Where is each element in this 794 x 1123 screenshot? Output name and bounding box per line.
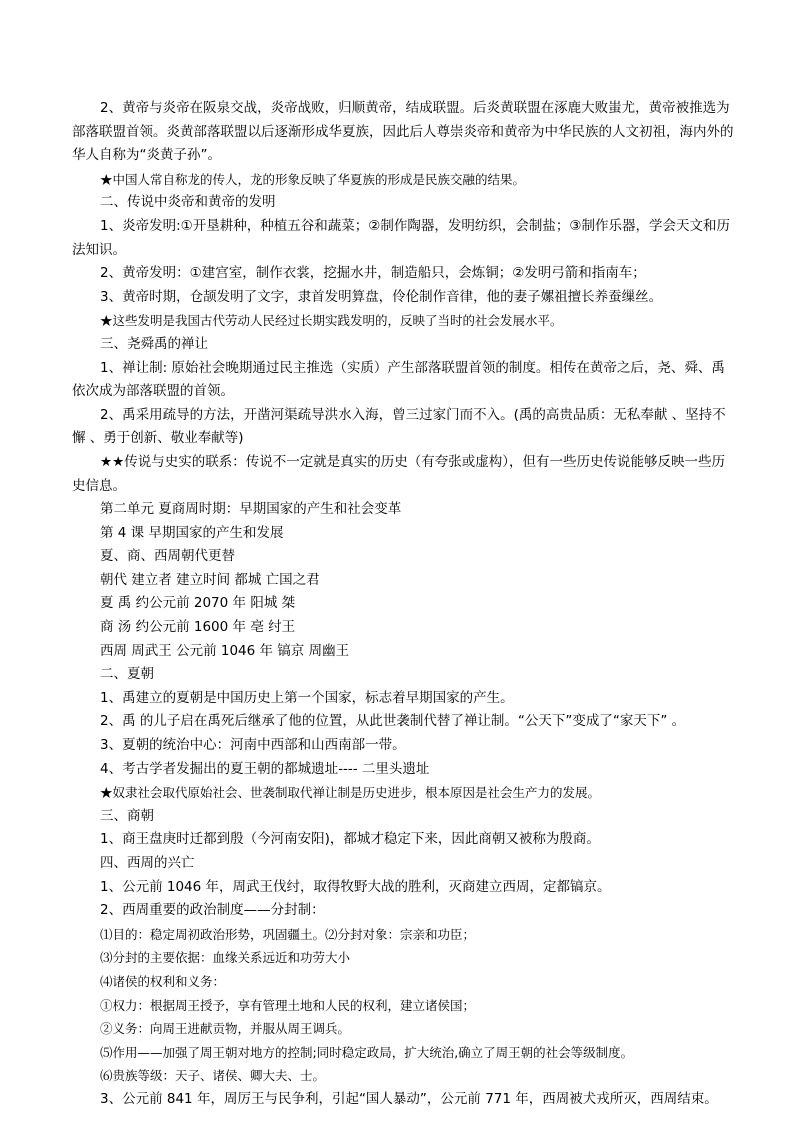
section-heading: 二、夏朝 <box>100 666 154 683</box>
paragraph: 2、禹采用疏导的方法，开凿河渠疏导洪水入海，曾三过家门而不入。(禹的高贵品质：无私奉献 、坚持不懈 、勇于创新、敬业奉献等) <box>72 406 726 447</box>
lesson-heading: 第 4 课 早期国家的产生和发展 <box>100 524 284 541</box>
paragraph: 2、禹 的儿子启在禹死后继承了他的位置，从此世袭制代替了禅让制。“公天下”变成了“家天下” 。 <box>100 713 686 730</box>
list-item: ①权力：根据周王授予，享有管理土地和人民的权利，建立诸侯国； <box>100 997 476 1013</box>
section-heading: 二、传说中炎帝和黄帝的发明 <box>100 194 276 211</box>
paragraph: 1、炎帝发明:①开垦耕种，种植五谷和蔬菜；②制作陶器，发明纺织，会制盐；③制作乐器，学会天文和历法知识。 <box>72 217 730 258</box>
dynasty-table-row: 西周 周武王 公元前 1046 年 镐京 周幽王 <box>100 642 350 659</box>
paragraph: 3、黄帝时期，仓颉发明了文字，隶首发明算盘，伶伦制作音律，他的妻子嫘祖擅长养蚕缫丝。 <box>100 288 663 305</box>
subsection-heading: 夏、商、西周朝代更替 <box>100 548 235 565</box>
paragraph: 2、黄帝发明：①建宫室，制作衣裳，挖掘水井，制造船只，会炼铜；②发明弓箭和指南车； <box>100 265 646 282</box>
paragraph: 1、禅让制: 原始社会晚期通过民主推选（实质）产生部落联盟首领的制度。相传在黄帝之后，尧、舜、禹依次成为部落联盟的首领。 <box>72 359 725 400</box>
paragraph: 1、商王盘庚时迁都到殷（今河南安阳)，都城才稳定下来，因此商朝又被称为殷商。 <box>100 831 600 848</box>
key-point-note: ★中国人常自称龙的传人，龙的形象反映了华夏族的形成是民族交融的结果。 <box>100 171 526 187</box>
dynasty-table-row: 商 汤 约公元前 1600 年 亳 纣王 <box>100 619 296 636</box>
list-item: ⑴目的：稳定周初政治形势，巩固疆土。⑵分封对象：宗亲和功臣； <box>100 926 476 942</box>
document-body <box>72 97 734 1112</box>
section-heading: 四、西周的兴亡 <box>100 855 195 871</box>
section-heading: 三、商朝 <box>100 807 154 824</box>
section-heading: 三、尧舜禹的禅让 <box>100 335 208 352</box>
paragraph: 3、夏朝的统治中心：河南中西部和山西南部一带。 <box>100 737 406 754</box>
paragraph: 2、西周重要的政治制度——分封制： <box>100 902 325 919</box>
paragraph: 1、禹建立的夏朝是中国历史上第一个国家，标志着早期国家的产生。 <box>100 689 514 706</box>
paragraph: 2、黄帝与炎帝在阪泉交战，炎帝战败，归顺黄帝，结成联盟。后炎黄联盟在涿鹿大败蚩尤，黄帝被推选为部落联盟首领。炎黄部落联盟以后逐渐形成华夏族，因此后人尊崇炎帝和黄帝为中华民族的人文初祖，海内外的华人自称为“炎黄子孙”。 <box>72 100 734 164</box>
paragraph: 1、公元前 1046 年，周武王伐纣，取得牧野大战的胜利，灭商建立西周，定都镐京。 <box>100 878 611 895</box>
key-point-note: ★奴隶社会取代原始社会、世袭制取代禅让制是历史进步，根本原因是社会生产力的发展。 <box>100 785 601 801</box>
unit-heading: 第二单元 夏商周时期：早期国家的产生和社会变革 <box>100 501 402 518</box>
list-item: ⑷诸侯的权利和义务： <box>100 973 226 989</box>
list-item: ⑶分封的主要依据：血缘关系远近和功劳大小 <box>100 950 351 966</box>
key-point-note: ★★传说与史实的联系：传说不一定就是真实的历史（有夸张或虚构），但有一些历史传说能够反映一些历史信息。 <box>72 453 725 494</box>
dynasty-table-header: 朝代 建立者 建立时间 都城 亡国之君 <box>100 571 320 588</box>
list-item: ②义务：向周王进献贡物，并服从周王调兵。 <box>100 1021 351 1037</box>
dynasty-table-row: 夏 禹 约公元前 2070 年 阳城 桀 <box>100 595 296 612</box>
list-item: ⑸作用——加强了周王朝对地方的控制;同时稳定政局，扩大统治,确立了周王朝的社会等级制度。 <box>100 1044 634 1060</box>
list-item: ⑹贵族等级：天子、诸侯、卿大夫、士。 <box>100 1068 326 1084</box>
key-point-note: ★这些发明是我国古代劳动人民经过长期实践发明的，反映了当时的社会发展水平。 <box>100 313 563 329</box>
paragraph: 4、考古学者发掘出的夏王朝的都城遗址---- 二里头遗址 <box>100 760 430 777</box>
paragraph: 3、公元前 841 年，周厉王与民争利，引起“国人暴动”，公元前 771 年，西周被犬戎所灭，西周结束。 <box>100 1090 718 1107</box>
